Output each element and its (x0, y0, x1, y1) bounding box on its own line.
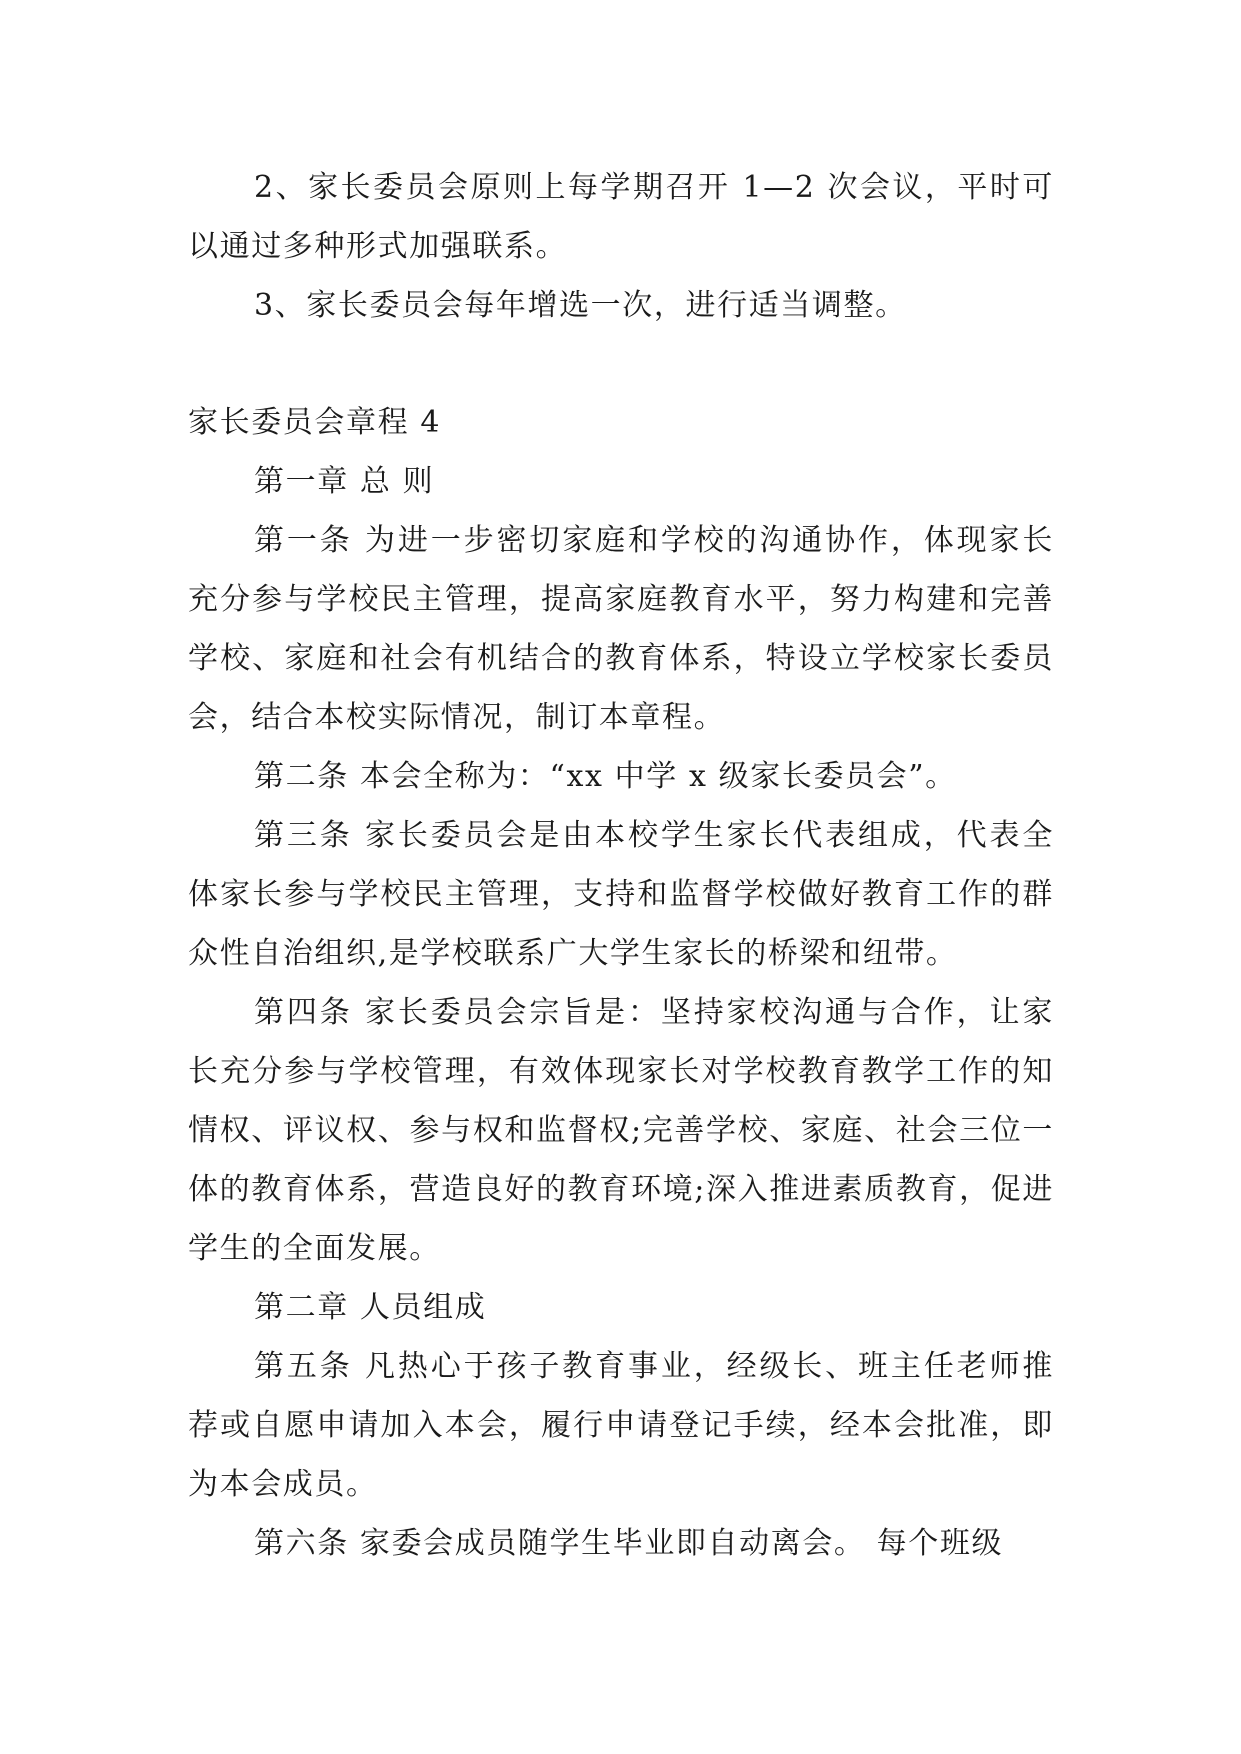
article-six: 第六条 家委会成员随学生毕业即自动离会。 每个班级 (254, 1526, 1004, 1561)
section-title: 家长委员会章程 4 (188, 405, 442, 440)
paragraph-spacer (188, 335, 1054, 393)
article-one: 第一条 为进一步密切家庭和学校的沟通协作，体现家长充分参与学校民主管理，提高家庭教育水平，努力构建和完善学校、家庭和社会有机结合的教育体系，特设立学校家长委员会，结合本校实际情况，制订本章程。 (188, 523, 1054, 735)
paragraph-meeting-frequency: 2、家长委员会原则上每学期召开 1—2 次会议，平时可以通过多种形式加强联系。 (188, 170, 1054, 264)
article-two: 第二条 本会全称为：“xx 中学 x 级家长委员会”。 (254, 759, 957, 794)
article-four: 第四条 家长委员会宗旨是：坚持家校沟通与合作，让家长充分参与学校管理，有效体现家长对学校教育教学工作的知情权、评议权、参与权和监督权;完善学校、家庭、社会三位一体的教育体系，营造良好的教育环境;深入推进素质教育，促进学生的全面发展。 (188, 995, 1054, 1266)
article-three: 第三条 家长委员会是由本校学生家长代表组成，代表全体家长参与学校民主管理，支持和监督学校做好教育工作的群众性自治组织,是学校联系广大学生家长的桥梁和纽带。 (188, 818, 1054, 971)
document-body (188, 158, 1054, 1573)
paragraph-annual-election: 3、家长委员会每年增选一次，进行适当调整。 (254, 288, 907, 323)
chapter-one-heading: 第一章 总 则 (254, 464, 435, 499)
chapter-two-heading: 第二章 人员组成 (254, 1290, 487, 1325)
article-five: 第五条 凡热心于孩子教育事业，经级长、班主任老师推荐或自愿申请加入本会，履行申请登记手续，经本会批准，即为本会成员。 (188, 1349, 1054, 1502)
